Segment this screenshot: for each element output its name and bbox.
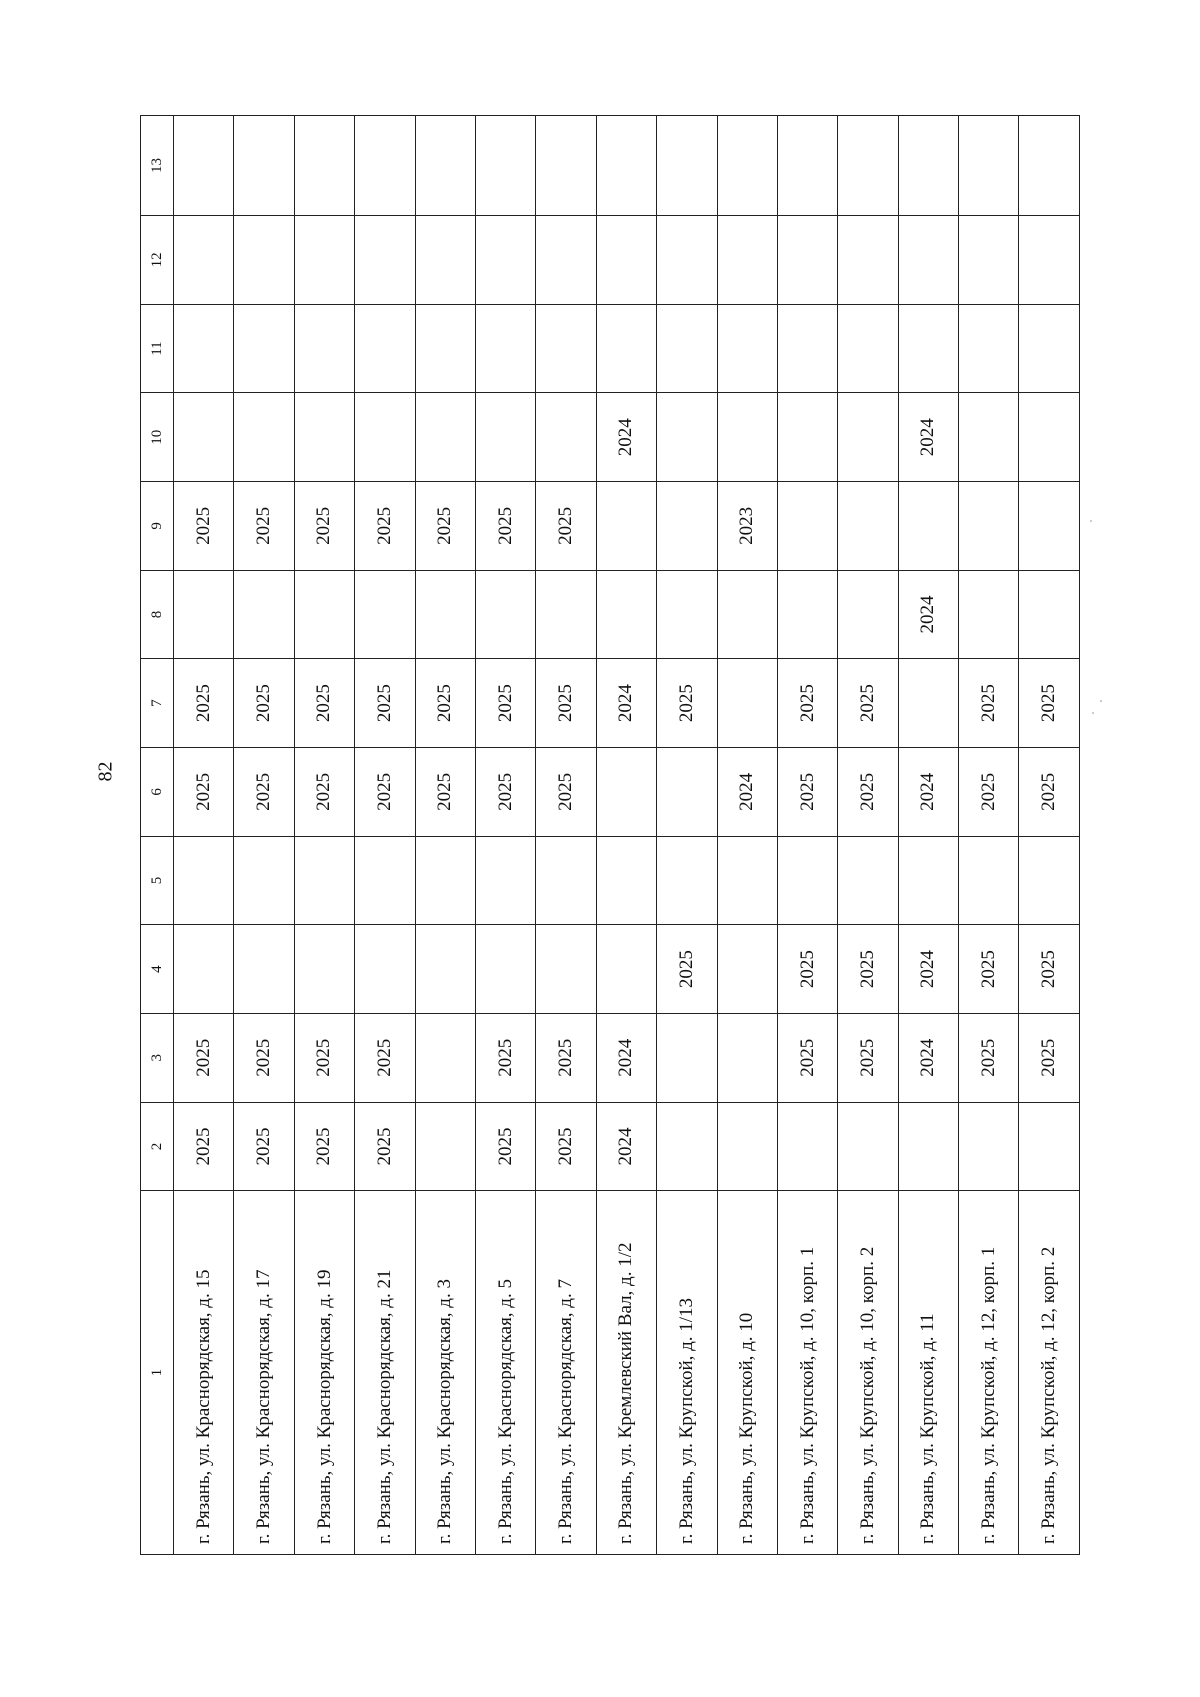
year-cell-col-7: 2024 <box>596 659 656 748</box>
year-cell-col-3: 2024 <box>596 1013 656 1102</box>
year-cell-col-10: 2024 <box>596 393 656 482</box>
year-cell-col-10 <box>959 393 1019 482</box>
table-row <box>657 116 717 1555</box>
year-cell-col-13 <box>777 116 837 216</box>
year-cell-col-11 <box>596 304 656 393</box>
column-header-5: 5 <box>141 836 174 925</box>
address-cell: г. Рязань, ул. Краснорядская, д. 5 <box>475 1191 535 1555</box>
year-cell-col-10 <box>657 393 717 482</box>
scan-artifact <box>1090 520 1092 522</box>
column-header-3: 3 <box>141 1013 174 1102</box>
table-container <box>140 115 1080 1555</box>
year-cell-col-11 <box>959 304 1019 393</box>
year-cell-col-3: 2024 <box>898 1013 958 1102</box>
year-cell-col-10 <box>294 393 354 482</box>
year-cell-col-2 <box>838 1102 898 1191</box>
year-cell-col-2 <box>717 1102 777 1191</box>
table-row <box>355 116 415 1555</box>
year-cell-col-5 <box>1019 836 1080 925</box>
year-cell-col-6: 2025 <box>174 748 234 837</box>
year-cell-col-11 <box>355 304 415 393</box>
year-cell-col-4: 2024 <box>898 925 958 1014</box>
year-cell-col-12 <box>657 216 717 305</box>
year-cell-col-7: 2025 <box>234 659 294 748</box>
year-cell-col-4 <box>596 925 656 1014</box>
year-cell-col-5 <box>174 836 234 925</box>
year-cell-col-6: 2025 <box>294 748 354 837</box>
year-cell-col-7: 2025 <box>475 659 535 748</box>
year-cell-col-3: 2025 <box>294 1013 354 1102</box>
year-cell-col-5 <box>777 836 837 925</box>
year-cell-col-10 <box>838 393 898 482</box>
table-row <box>838 116 898 1555</box>
year-cell-col-12 <box>415 216 475 305</box>
year-cell-col-10 <box>475 393 535 482</box>
year-cell-col-5 <box>234 836 294 925</box>
table-row <box>777 116 837 1555</box>
year-cell-col-10 <box>234 393 294 482</box>
year-cell-col-6 <box>596 748 656 837</box>
address-cell: г. Рязань, ул. Краснорядская, д. 21 <box>355 1191 415 1555</box>
address-cell: г. Рязань, ул. Крупской, д. 12, корп. 2 <box>1019 1191 1080 1555</box>
year-cell-col-2 <box>959 1102 1019 1191</box>
year-cell-col-12 <box>355 216 415 305</box>
year-cell-col-7: 2025 <box>777 659 837 748</box>
column-header-6: 6 <box>141 748 174 837</box>
table-body <box>174 116 1080 1555</box>
year-cell-col-8 <box>657 570 717 659</box>
year-cell-col-7: 2025 <box>415 659 475 748</box>
year-cell-col-6: 2025 <box>536 748 596 837</box>
year-cell-col-9: 2025 <box>475 482 535 571</box>
year-cell-col-4: 2025 <box>777 925 837 1014</box>
year-cell-col-4 <box>355 925 415 1014</box>
year-cell-col-3: 2025 <box>838 1013 898 1102</box>
table-row <box>536 116 596 1555</box>
address-cell: г. Рязань, ул. Краснорядская, д. 7 <box>536 1191 596 1555</box>
year-cell-col-6: 2025 <box>415 748 475 837</box>
year-cell-col-11 <box>234 304 294 393</box>
year-cell-col-9 <box>838 482 898 571</box>
year-cell-col-3: 2025 <box>355 1013 415 1102</box>
year-cell-col-11 <box>657 304 717 393</box>
year-cell-col-13 <box>234 116 294 216</box>
year-cell-col-8 <box>838 570 898 659</box>
year-cell-col-9 <box>596 482 656 571</box>
year-cell-col-9: 2023 <box>717 482 777 571</box>
year-cell-col-7: 2025 <box>174 659 234 748</box>
table-row <box>596 116 656 1555</box>
year-cell-col-12 <box>717 216 777 305</box>
year-cell-col-6: 2025 <box>234 748 294 837</box>
year-cell-col-12 <box>838 216 898 305</box>
year-cell-col-11 <box>777 304 837 393</box>
year-cell-col-9 <box>1019 482 1080 571</box>
year-cell-col-3: 2025 <box>1019 1013 1080 1102</box>
year-cell-col-2 <box>1019 1102 1080 1191</box>
year-cell-col-4: 2025 <box>838 925 898 1014</box>
table-row <box>294 116 354 1555</box>
year-cell-col-3 <box>657 1013 717 1102</box>
year-cell-col-12 <box>174 216 234 305</box>
address-cell: г. Рязань, ул. Крупской, д. 10, корп. 2 <box>838 1191 898 1555</box>
header-row <box>141 116 174 1555</box>
year-cell-col-5 <box>959 836 1019 925</box>
address-cell: г. Рязань, ул. Крупской, д. 1/13 <box>657 1191 717 1555</box>
year-cell-col-2: 2025 <box>174 1102 234 1191</box>
year-cell-col-13 <box>355 116 415 216</box>
year-cell-col-9 <box>898 482 958 571</box>
column-header-10: 10 <box>141 393 174 482</box>
year-cell-col-11 <box>174 304 234 393</box>
address-cell: г. Рязань, ул. Краснорядская, д. 19 <box>294 1191 354 1555</box>
year-cell-col-10 <box>1019 393 1080 482</box>
year-cell-col-2: 2024 <box>596 1102 656 1191</box>
year-cell-col-12 <box>898 216 958 305</box>
year-cell-col-3 <box>415 1013 475 1102</box>
column-header-2: 2 <box>141 1102 174 1191</box>
year-cell-col-9: 2025 <box>174 482 234 571</box>
year-cell-col-8 <box>355 570 415 659</box>
address-cell: г. Рязань, ул. Крупской, д. 10, корп. 1 <box>777 1191 837 1555</box>
year-cell-col-4 <box>174 925 234 1014</box>
year-cell-col-3: 2025 <box>959 1013 1019 1102</box>
year-cell-col-6: 2025 <box>355 748 415 837</box>
year-cell-col-3: 2025 <box>536 1013 596 1102</box>
year-cell-col-4 <box>294 925 354 1014</box>
address-cell: г. Рязань, ул. Крупской, д. 12, корп. 1 <box>959 1191 1019 1555</box>
year-cell-col-4: 2025 <box>1019 925 1080 1014</box>
year-cell-col-2: 2025 <box>355 1102 415 1191</box>
year-cell-col-5 <box>415 836 475 925</box>
year-cell-col-11 <box>717 304 777 393</box>
year-cell-col-9 <box>777 482 837 571</box>
year-cell-col-4: 2025 <box>959 925 1019 1014</box>
year-cell-col-8 <box>234 570 294 659</box>
year-cell-col-2: 2025 <box>234 1102 294 1191</box>
year-cell-col-12 <box>234 216 294 305</box>
year-cell-col-7 <box>898 659 958 748</box>
year-cell-col-8 <box>959 570 1019 659</box>
year-cell-col-5 <box>536 836 596 925</box>
year-cell-col-4 <box>234 925 294 1014</box>
year-cell-col-12 <box>536 216 596 305</box>
year-cell-col-5 <box>596 836 656 925</box>
year-cell-col-4 <box>536 925 596 1014</box>
year-cell-col-13 <box>838 116 898 216</box>
table-row <box>415 116 475 1555</box>
year-cell-col-12 <box>777 216 837 305</box>
year-cell-col-3 <box>717 1013 777 1102</box>
year-cell-col-4 <box>475 925 535 1014</box>
year-cell-col-13 <box>475 116 535 216</box>
year-cell-col-10 <box>415 393 475 482</box>
year-cell-col-9: 2025 <box>415 482 475 571</box>
year-cell-col-8 <box>536 570 596 659</box>
column-header-7: 7 <box>141 659 174 748</box>
year-cell-col-7: 2025 <box>657 659 717 748</box>
year-cell-col-8 <box>415 570 475 659</box>
column-header-4: 4 <box>141 925 174 1014</box>
year-cell-col-13 <box>536 116 596 216</box>
year-cell-col-11 <box>294 304 354 393</box>
year-cell-col-9 <box>959 482 1019 571</box>
year-cell-col-10 <box>174 393 234 482</box>
year-cell-col-6: 2025 <box>777 748 837 837</box>
year-cell-col-3: 2025 <box>475 1013 535 1102</box>
year-cell-col-11 <box>838 304 898 393</box>
year-cell-col-8 <box>596 570 656 659</box>
scan-artifact <box>1092 712 1094 714</box>
year-cell-col-7: 2025 <box>838 659 898 748</box>
year-cell-col-2 <box>898 1102 958 1191</box>
year-cell-col-11 <box>475 304 535 393</box>
year-cell-col-4 <box>717 925 777 1014</box>
year-cell-col-11 <box>1019 304 1080 393</box>
year-cell-col-2 <box>415 1102 475 1191</box>
year-cell-col-2: 2025 <box>294 1102 354 1191</box>
year-cell-col-13 <box>596 116 656 216</box>
year-cell-col-2 <box>777 1102 837 1191</box>
year-cell-col-12 <box>475 216 535 305</box>
year-cell-col-8 <box>717 570 777 659</box>
year-cell-col-8 <box>1019 570 1080 659</box>
address-cell: г. Рязань, ул. Краснорядская, д. 15 <box>174 1191 234 1555</box>
year-cell-col-6: 2024 <box>898 748 958 837</box>
year-cell-col-8 <box>475 570 535 659</box>
year-cell-col-9: 2025 <box>294 482 354 571</box>
year-cell-col-4 <box>415 925 475 1014</box>
year-cell-col-4: 2025 <box>657 925 717 1014</box>
year-cell-col-6: 2024 <box>717 748 777 837</box>
year-cell-col-5 <box>838 836 898 925</box>
year-cell-col-13 <box>898 116 958 216</box>
column-header-8: 8 <box>141 570 174 659</box>
table-row <box>174 116 234 1555</box>
data-table <box>140 115 1080 1555</box>
year-cell-col-8 <box>174 570 234 659</box>
table-row <box>959 116 1019 1555</box>
year-cell-col-6: 2025 <box>475 748 535 837</box>
year-cell-col-13 <box>959 116 1019 216</box>
table-row <box>1019 116 1080 1555</box>
year-cell-col-10 <box>777 393 837 482</box>
address-cell: г. Рязань, ул. Краснорядская, д. 3 <box>415 1191 475 1555</box>
year-cell-col-5 <box>355 836 415 925</box>
year-cell-col-12 <box>1019 216 1080 305</box>
year-cell-col-8: 2024 <box>898 570 958 659</box>
year-cell-col-12 <box>294 216 354 305</box>
year-cell-col-13 <box>415 116 475 216</box>
address-cell: г. Рязань, ул. Краснорядская, д. 17 <box>234 1191 294 1555</box>
year-cell-col-13 <box>294 116 354 216</box>
year-cell-col-6: 2025 <box>959 748 1019 837</box>
year-cell-col-11 <box>898 304 958 393</box>
column-header-9: 9 <box>141 482 174 571</box>
year-cell-col-11 <box>415 304 475 393</box>
year-cell-col-7: 2025 <box>355 659 415 748</box>
year-cell-col-9: 2025 <box>234 482 294 571</box>
table-row <box>898 116 958 1555</box>
year-cell-col-3: 2025 <box>234 1013 294 1102</box>
year-cell-col-6: 2025 <box>1019 748 1080 837</box>
column-header-11: 11 <box>141 304 174 393</box>
year-cell-col-12 <box>596 216 656 305</box>
year-cell-col-11 <box>536 304 596 393</box>
year-cell-col-12 <box>959 216 1019 305</box>
column-header-1: 1 <box>141 1191 174 1555</box>
year-cell-col-2: 2025 <box>475 1102 535 1191</box>
page-number: 82 <box>94 761 117 782</box>
year-cell-col-5 <box>475 836 535 925</box>
year-cell-col-9: 2025 <box>536 482 596 571</box>
address-cell: г. Рязань, ул. Крупской, д. 11 <box>898 1191 958 1555</box>
year-cell-col-7: 2025 <box>294 659 354 748</box>
address-cell: г. Рязань, ул. Крупской, д. 10 <box>717 1191 777 1555</box>
year-cell-col-2 <box>657 1102 717 1191</box>
year-cell-col-13 <box>174 116 234 216</box>
year-cell-col-10 <box>717 393 777 482</box>
year-cell-col-9: 2025 <box>355 482 415 571</box>
table-row <box>717 116 777 1555</box>
year-cell-col-8 <box>777 570 837 659</box>
year-cell-col-10 <box>355 393 415 482</box>
year-cell-col-7: 2025 <box>959 659 1019 748</box>
table-row <box>475 116 535 1555</box>
column-header-13: 13 <box>141 116 174 216</box>
year-cell-col-3: 2025 <box>777 1013 837 1102</box>
year-cell-col-5 <box>898 836 958 925</box>
year-cell-col-13 <box>717 116 777 216</box>
table-row <box>234 116 294 1555</box>
year-cell-col-6: 2025 <box>838 748 898 837</box>
year-cell-col-8 <box>294 570 354 659</box>
year-cell-col-5 <box>294 836 354 925</box>
scan-artifact <box>1100 700 1102 702</box>
year-cell-col-3: 2025 <box>174 1013 234 1102</box>
year-cell-col-13 <box>657 116 717 216</box>
year-cell-col-7: 2025 <box>536 659 596 748</box>
year-cell-col-5 <box>657 836 717 925</box>
address-cell: г. Рязань, ул. Кремлевский Вал, д. 1/2 <box>596 1191 656 1555</box>
year-cell-col-2: 2025 <box>536 1102 596 1191</box>
year-cell-col-6 <box>657 748 717 837</box>
year-cell-col-10 <box>536 393 596 482</box>
year-cell-col-7: 2025 <box>1019 659 1080 748</box>
year-cell-col-10: 2024 <box>898 393 958 482</box>
year-cell-col-13 <box>1019 116 1080 216</box>
column-header-12: 12 <box>141 216 174 305</box>
year-cell-col-7 <box>717 659 777 748</box>
year-cell-col-9 <box>657 482 717 571</box>
year-cell-col-5 <box>717 836 777 925</box>
